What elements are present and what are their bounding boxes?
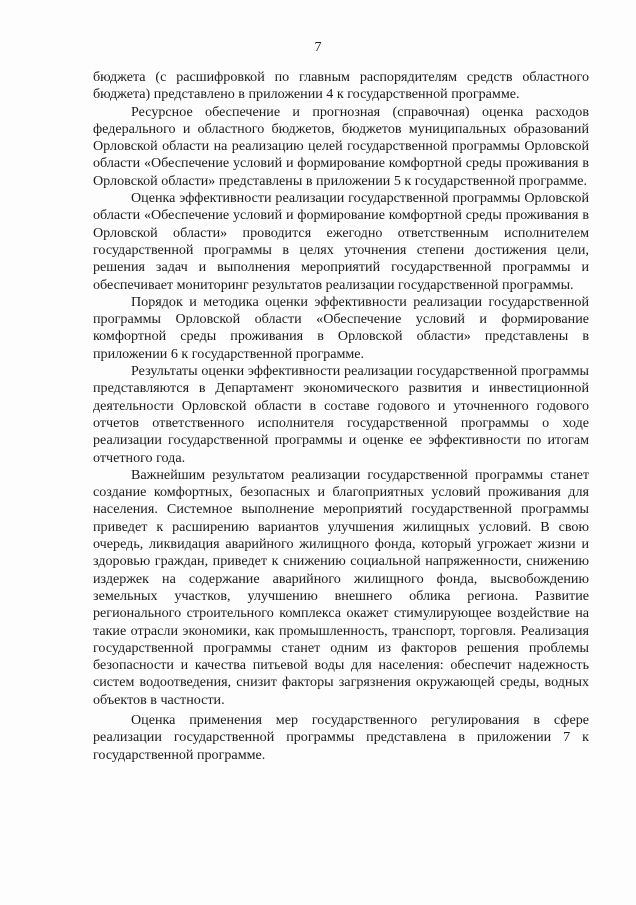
paragraph-key-outcome: Важнейшим результатом реализации государственной программы станет создание комфортных, безопасных и благоприятных условий проживания для населения. Системное выполнение мероприятий государственной программы приведет к расширению вариантов улучшения жилищных условий. В свою очередь, ликвидация аварийного жилищного фонда, который угрожает жизни и здоровью граждан, приведет к снижению социальной напряженности, снижению издержек на содержание аварийного жилищного фонда, высвобождению земельных участков, улучшению внешнего облика региона. Развитие регионального строительного комплекса окажет стимулирующее воздействие на такие отрасли экономики, как промышленность, транспорт, торговля. Реализация государственной программы станет одним из факторов решения проблемы безопасности и качества питьевой воды для населения: обеспечит надежность систем водоотведения, снизит факторы загрязнения окружающей среды, водных объектов в частности. — [93, 466, 589, 708]
paragraph-assessment-results: Результаты оценки эффективности реализации государственной программы представляются в Департамент экономического развития и инвестиционной деятельности Орловской области в составе годового и уточненного годового отчетов ответственного исполнителя государственной программы о ходе реализации государственной программы и оценке ее эффективности по итогам отчетного года. — [93, 363, 589, 466]
paragraph-procedure-methodology: Порядок и методика оценки эффективности реализации государственной программы Орловской области «Обеспечение условий и формирование комфортной среды проживания в Орловской области» представлены в приложении 6 к государственной программе. — [93, 293, 589, 362]
paragraph-resource-provision: Ресурсное обеспечение и прогнозная (справочная) оценка расходов федерального и областного бюджетов, бюджетов муниципальных образований Орловской области на реализацию целей государственной программы Орловской области «Обеспечение условий и формирование комфортной среды проживания в Орловской области» представлены в приложении 5 к государственной программе. — [93, 103, 589, 189]
paragraph-regulation-assessment: Оценка применения мер государственного регулирования в сфере реализации государственной программы представлена в приложении 7 к государственной программе. — [93, 711, 589, 763]
body-text — [93, 69, 589, 764]
paragraph-efficiency-assessment: Оценка эффективности реализации государственной программы Орловской области «Обеспечение условий и формирование комфортной среды проживания в Орловской области» проводится ежегодно ответственным исполнителем государственной программы в целях уточнения степени достижения цели, решения задач и выполнения мероприятий государственной программы и обеспечивает мониторинг результатов реализации государственной программы. — [93, 190, 589, 293]
paragraph-1-continued: бюджета (с расшифровкой по главным распорядителям средств областного бюджета) представлено в приложении 4 к государственной программе. — [93, 69, 589, 103]
page-number: 7 — [314, 40, 322, 55]
